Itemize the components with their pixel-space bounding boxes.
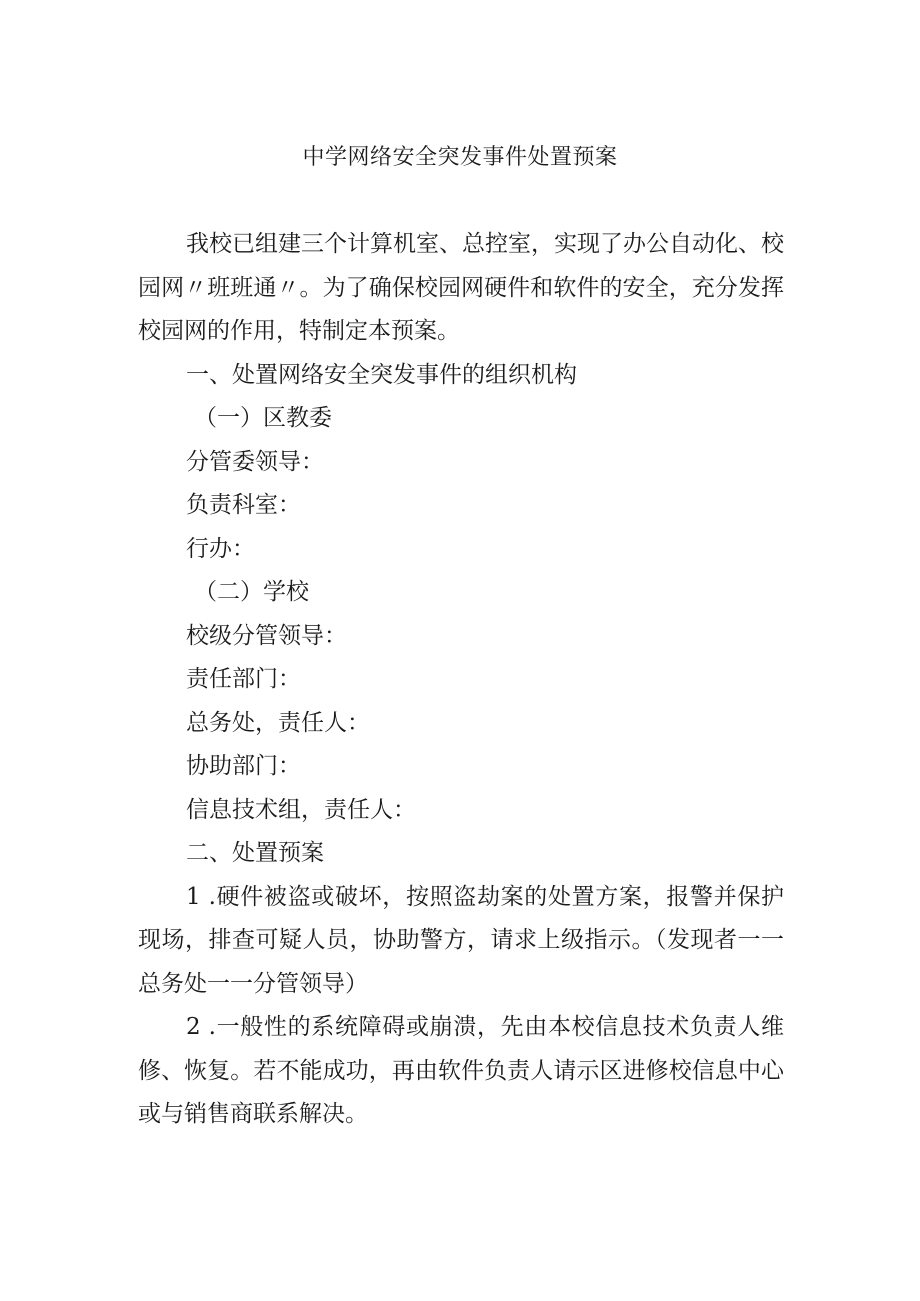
field-school-leader: 校级分管领导： <box>186 622 347 649</box>
subsection-heading-school: （二）学校 <box>194 579 309 605</box>
document-body <box>138 223 784 1137</box>
section-heading-plan: 二、处置预案 <box>186 840 324 866</box>
field-responsible-dept: 责任部门： <box>186 666 301 692</box>
section-heading-organization: 一、处置网络安全突发事件的组织机构 <box>186 361 577 388</box>
field-office: 行办： <box>186 535 255 562</box>
field-department: 负责科室： <box>186 492 301 518</box>
field-leader: 分管委领导： <box>186 448 324 475</box>
plan-item-1: 1 .硬件被盗或破坏，按照盗劫案的处置方案，报警并保护现场，排查可疑人员，协助警方，请求上级指示。（发现者一一总务处一一分管领导） <box>138 883 784 997</box>
field-it-group: 信息技术组，责任人： <box>186 796 416 823</box>
document-title: 中学网络安全突发事件处置预案 <box>302 145 618 170</box>
intro-paragraph: 我校已组建三个计算机室、总控室，实现了办公自动化、校园网〃班班通〃。为了确保校园网硬件和软件的安全，充分发挥校园网的作用，特制定本预案。 <box>138 231 784 344</box>
plan-item-2: 2 .一般性的系统障碍或崩溃，先由本校信息技术负责人维修、恢复。若不能成功，再由软件负责人请示区进修校信息中心或与销售商联系解决。 <box>138 1014 784 1127</box>
subsection-heading-district: （一）区教委 <box>194 405 332 431</box>
field-general-affairs: 总务处，责任人： <box>186 709 370 736</box>
field-assist-dept: 协助部门： <box>186 753 301 779</box>
